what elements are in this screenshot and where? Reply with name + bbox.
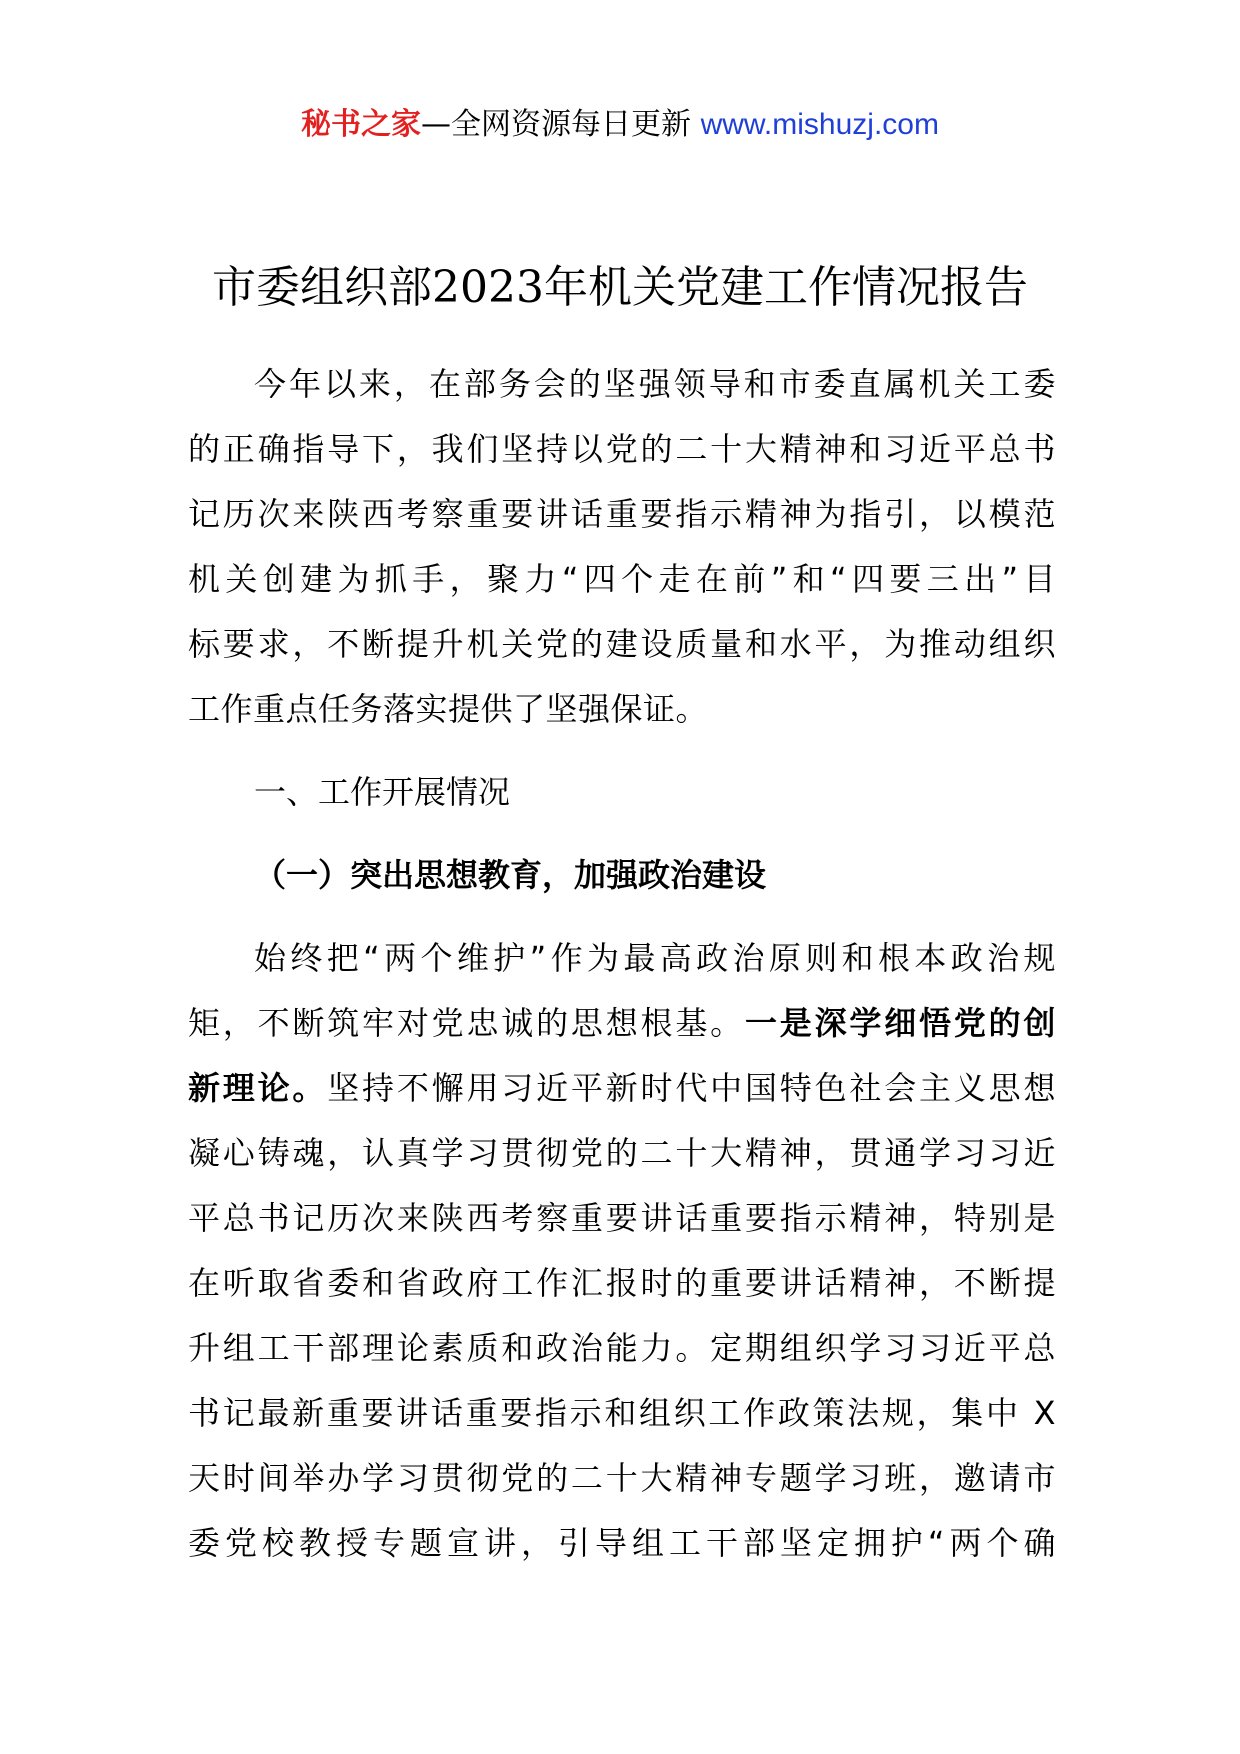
intro-line: 的正确指导下，我们坚持以党的二十大精神和习近平总书 bbox=[188, 430, 1056, 468]
body-line: 天时间举办学习贯彻党的二十大精神专题学习班，邀请市 bbox=[188, 1459, 1056, 1497]
intro-line: 今年以来，在部务会的坚强领导和市委直属机关工委 bbox=[254, 365, 1056, 403]
title-prefix: 市委组织部 bbox=[212, 262, 432, 313]
title-year: 2023 bbox=[432, 262, 544, 313]
paragraph-gap bbox=[188, 825, 1056, 843]
body-line-bold: 新理论。 bbox=[188, 1069, 328, 1107]
body-line: 始终把“两个维护”作为最高政治原则和根本政治规 bbox=[254, 939, 1056, 977]
body-line bbox=[188, 991, 1056, 1056]
banner-tagline: —全网资源每日更新 bbox=[421, 107, 701, 142]
body-line-normal: 坚持不懈用习近平新时代中国特色社会主义思想 bbox=[327, 1069, 1056, 1107]
body-line bbox=[188, 1056, 1056, 1121]
body-line: 凝心铸魂，认真学习贯彻党的二十大精神，贯通学习习近 bbox=[188, 1134, 1056, 1172]
body-line: 平总书记历次来陕西考察重要讲话重要指示精神，特别是 bbox=[188, 1199, 1056, 1237]
intro-line: 记历次来陕西考察重要讲话重要指示精神为指引，以模范 bbox=[188, 495, 1056, 533]
body-line: 升组工干部理论素质和政治能力。定期组织学习习近平总 bbox=[188, 1329, 1056, 1367]
intro-line: 标要求，不断提升机关党的建设质量和水平，为推动组织 bbox=[188, 625, 1056, 663]
body-line-normal: 矩，不断筑牢对党忠诚的思想根基。 bbox=[188, 1004, 745, 1042]
subsection-heading: （一）突出思想教育，加强政治建设 bbox=[254, 856, 767, 894]
title-suffix: 年机关党建工作情况报告 bbox=[543, 262, 1028, 313]
body-line-bold: 一是深学细悟党的创 bbox=[744, 1004, 1056, 1042]
body-line: 在听取省委和省政府工作汇报时的重要讲话精神，不断提 bbox=[188, 1264, 1056, 1302]
document-body bbox=[188, 352, 1056, 1576]
paragraph-gap bbox=[188, 908, 1056, 926]
banner-url[interactable]: www.mishuzj.com bbox=[700, 108, 939, 141]
document-title bbox=[0, 258, 1240, 318]
brand-name: 秘书之家 bbox=[301, 107, 422, 142]
body-line: 委党校教授专题宣讲，引导组工干部坚定拥护“两个确 bbox=[188, 1524, 1056, 1562]
header-banner bbox=[0, 103, 1240, 147]
body-line: 书记最新重要讲话重要指示和组织工作政策法规，集中 X bbox=[188, 1394, 1056, 1432]
paragraph-gap bbox=[188, 742, 1056, 760]
section-heading: 一、工作开展情况 bbox=[254, 773, 511, 811]
intro-line: 机关创建为抓手，聚力“四个走在前”和“四要三出”目 bbox=[188, 560, 1056, 598]
intro-line: 工作重点任务落实提供了坚强保证。 bbox=[188, 690, 709, 728]
